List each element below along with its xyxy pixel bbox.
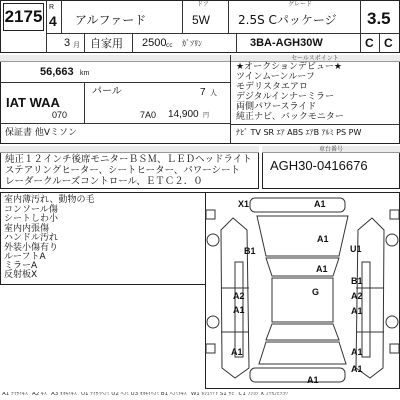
damage-legend: A1 ﾁｲｻｲｷｽﾞ A2 ｷｽﾞ A3 ｵｵｷｲｷｽﾞ U1 ﾁｲｻｲﾍｺﾐ U2 ﾍｺﾐ U3 ｵｵｷｲﾍｺﾐ B1 ﾍｺﾐﾄｷｽﾞ W1 ﾎｼｭｳｱﾄ S1 ｻﾋﾞ C1 ﾌｼｮｸ X ｺｳｶﾝﾋﾂﾖｳ <box>2 392 288 397</box>
seating-capacity: 7 <box>200 87 206 98</box>
interior-grade: C <box>365 36 374 50</box>
damage-mark: A1 <box>317 234 329 244</box>
divider <box>84 33 85 53</box>
color-code: 070 <box>52 110 68 120</box>
rear-bumper-outline <box>250 368 345 382</box>
displacement-unit: cc <box>166 42 173 49</box>
hood-outline <box>257 216 348 256</box>
chassis-number: AGH30-0416676 <box>270 158 368 173</box>
divider <box>84 82 85 123</box>
rear-hatch-outline <box>259 342 346 364</box>
grade: 2.5S Cパッケージ <box>238 13 337 27</box>
inspector-note: ミラーA <box>4 261 38 271</box>
damage-mark: B1 <box>351 276 363 286</box>
damage-mark: A1 <box>316 264 328 274</box>
chassis-label: 車台番号 <box>318 146 343 153</box>
rear-right-tire <box>386 316 398 328</box>
equipment-list: ﾅﾋﾞ TV SR ｴｱ ABS ｴｱB ｱﾙﾐ PS PW <box>236 128 362 137</box>
damage-mark: A2 <box>233 291 245 301</box>
front-bumper-outline <box>250 198 345 212</box>
inspector-note: 室内内張傷 <box>4 224 50 234</box>
trim-code: 7A0 <box>140 110 157 120</box>
inspector-note: ルーフトA <box>4 252 46 262</box>
option-line: ステアリングヒーター、シートヒーター、パワーシート <box>5 165 241 176</box>
damage-mark: A1 <box>233 305 245 315</box>
option-line: 純正１２インチ後席モニターＢＳＭ、ＬＥＤヘッドライト <box>5 154 252 165</box>
seats-unit: 人 <box>210 89 217 97</box>
mileage-value: 56,663 <box>40 66 74 78</box>
right-window-outline <box>362 262 370 357</box>
windshield-outline <box>266 258 339 276</box>
divider <box>182 0 183 33</box>
month-unit: 月 <box>73 41 80 49</box>
model-code: 3BA-AGH30W <box>250 37 323 49</box>
fuel-type: ｶﾞｿﾘﾝ <box>182 39 202 48</box>
displacement: 2500 <box>142 37 167 49</box>
roof-outline <box>272 278 333 322</box>
rear-left-tire <box>207 316 219 328</box>
tread-box <box>390 210 399 219</box>
front-right-tire <box>386 234 398 246</box>
body-color: パール <box>92 86 122 97</box>
tread-box <box>390 344 399 353</box>
door-label: ドア <box>197 1 209 8</box>
rear-window-outline <box>266 324 339 340</box>
damage-mark: A1 <box>351 306 363 316</box>
sales-points-label: セールスポイント <box>291 55 339 62</box>
registration-month: 3 <box>64 37 71 49</box>
inspector-note: 反射板X <box>4 270 38 280</box>
sales-point-item: デジタルインナーミラー <box>236 92 335 102</box>
era-label: R <box>49 4 55 11</box>
documents: 保証書 他Vミソン <box>5 128 78 138</box>
sales-point-item: 両側パワースライド <box>236 102 317 112</box>
grade-label: グレード <box>288 1 313 8</box>
recycle-fee: 14,900 <box>168 109 199 120</box>
divider <box>360 0 361 53</box>
overall-score: 3.5 <box>367 9 391 28</box>
mileage-unit: km <box>80 70 90 77</box>
sales-point-item: 純正ナビ、バックモニター <box>236 112 344 122</box>
inspector-note: コンソール傷 <box>4 205 58 215</box>
usage-type: 自家用 <box>90 37 123 50</box>
divider <box>46 0 47 53</box>
damage-mark: X1 <box>238 199 250 209</box>
damage-mark: A1 <box>351 347 363 357</box>
registration-year: 4 <box>49 13 57 29</box>
divider <box>0 82 230 83</box>
divider <box>236 33 237 53</box>
inspector-note: シートしわ小 <box>4 214 59 224</box>
damage-mark: G <box>312 287 320 297</box>
damage-mark: A1 <box>314 199 326 209</box>
damage-mark: B1 <box>244 246 256 256</box>
divider <box>228 0 229 33</box>
divider <box>379 33 380 53</box>
divider <box>61 0 62 33</box>
door-type: 5W <box>192 13 210 27</box>
front-left-tire <box>207 234 219 246</box>
divider <box>0 123 230 124</box>
sales-point-item: ツインムーンルーフ <box>236 72 315 82</box>
damage-mark: A2 <box>351 291 363 301</box>
tread-box <box>206 210 215 219</box>
option-line: レーダークルーズコントロール、ＥＴＣ２．０ <box>5 176 203 187</box>
inspector-note: 室内薄汚れ、動物の毛 <box>4 195 95 205</box>
sales-point-item: モデリスタエアロ <box>236 82 308 92</box>
options-label-band <box>0 146 259 153</box>
lot-number: 2175 <box>4 7 43 26</box>
divider <box>46 33 400 34</box>
tread-box <box>206 344 215 353</box>
inspector-note: ハンドル汚れ <box>4 233 59 243</box>
damage-mark: U1 <box>350 244 362 254</box>
recycle-unit: 円 <box>203 112 210 119</box>
transmission-ac: IAT WAA <box>6 95 60 110</box>
sales-point-item: ★オークションデビュー★ <box>236 62 342 72</box>
divider <box>230 124 400 125</box>
divider <box>230 55 231 144</box>
inspector-note: 外装小傷有り <box>4 243 59 253</box>
car-name: アルファード <box>75 13 147 27</box>
exterior-grade: C <box>384 36 393 50</box>
damage-mark: A1 <box>231 347 243 357</box>
damage-mark: A1 <box>307 375 319 385</box>
divider <box>132 33 133 53</box>
damage-mark: A1 <box>351 364 363 374</box>
